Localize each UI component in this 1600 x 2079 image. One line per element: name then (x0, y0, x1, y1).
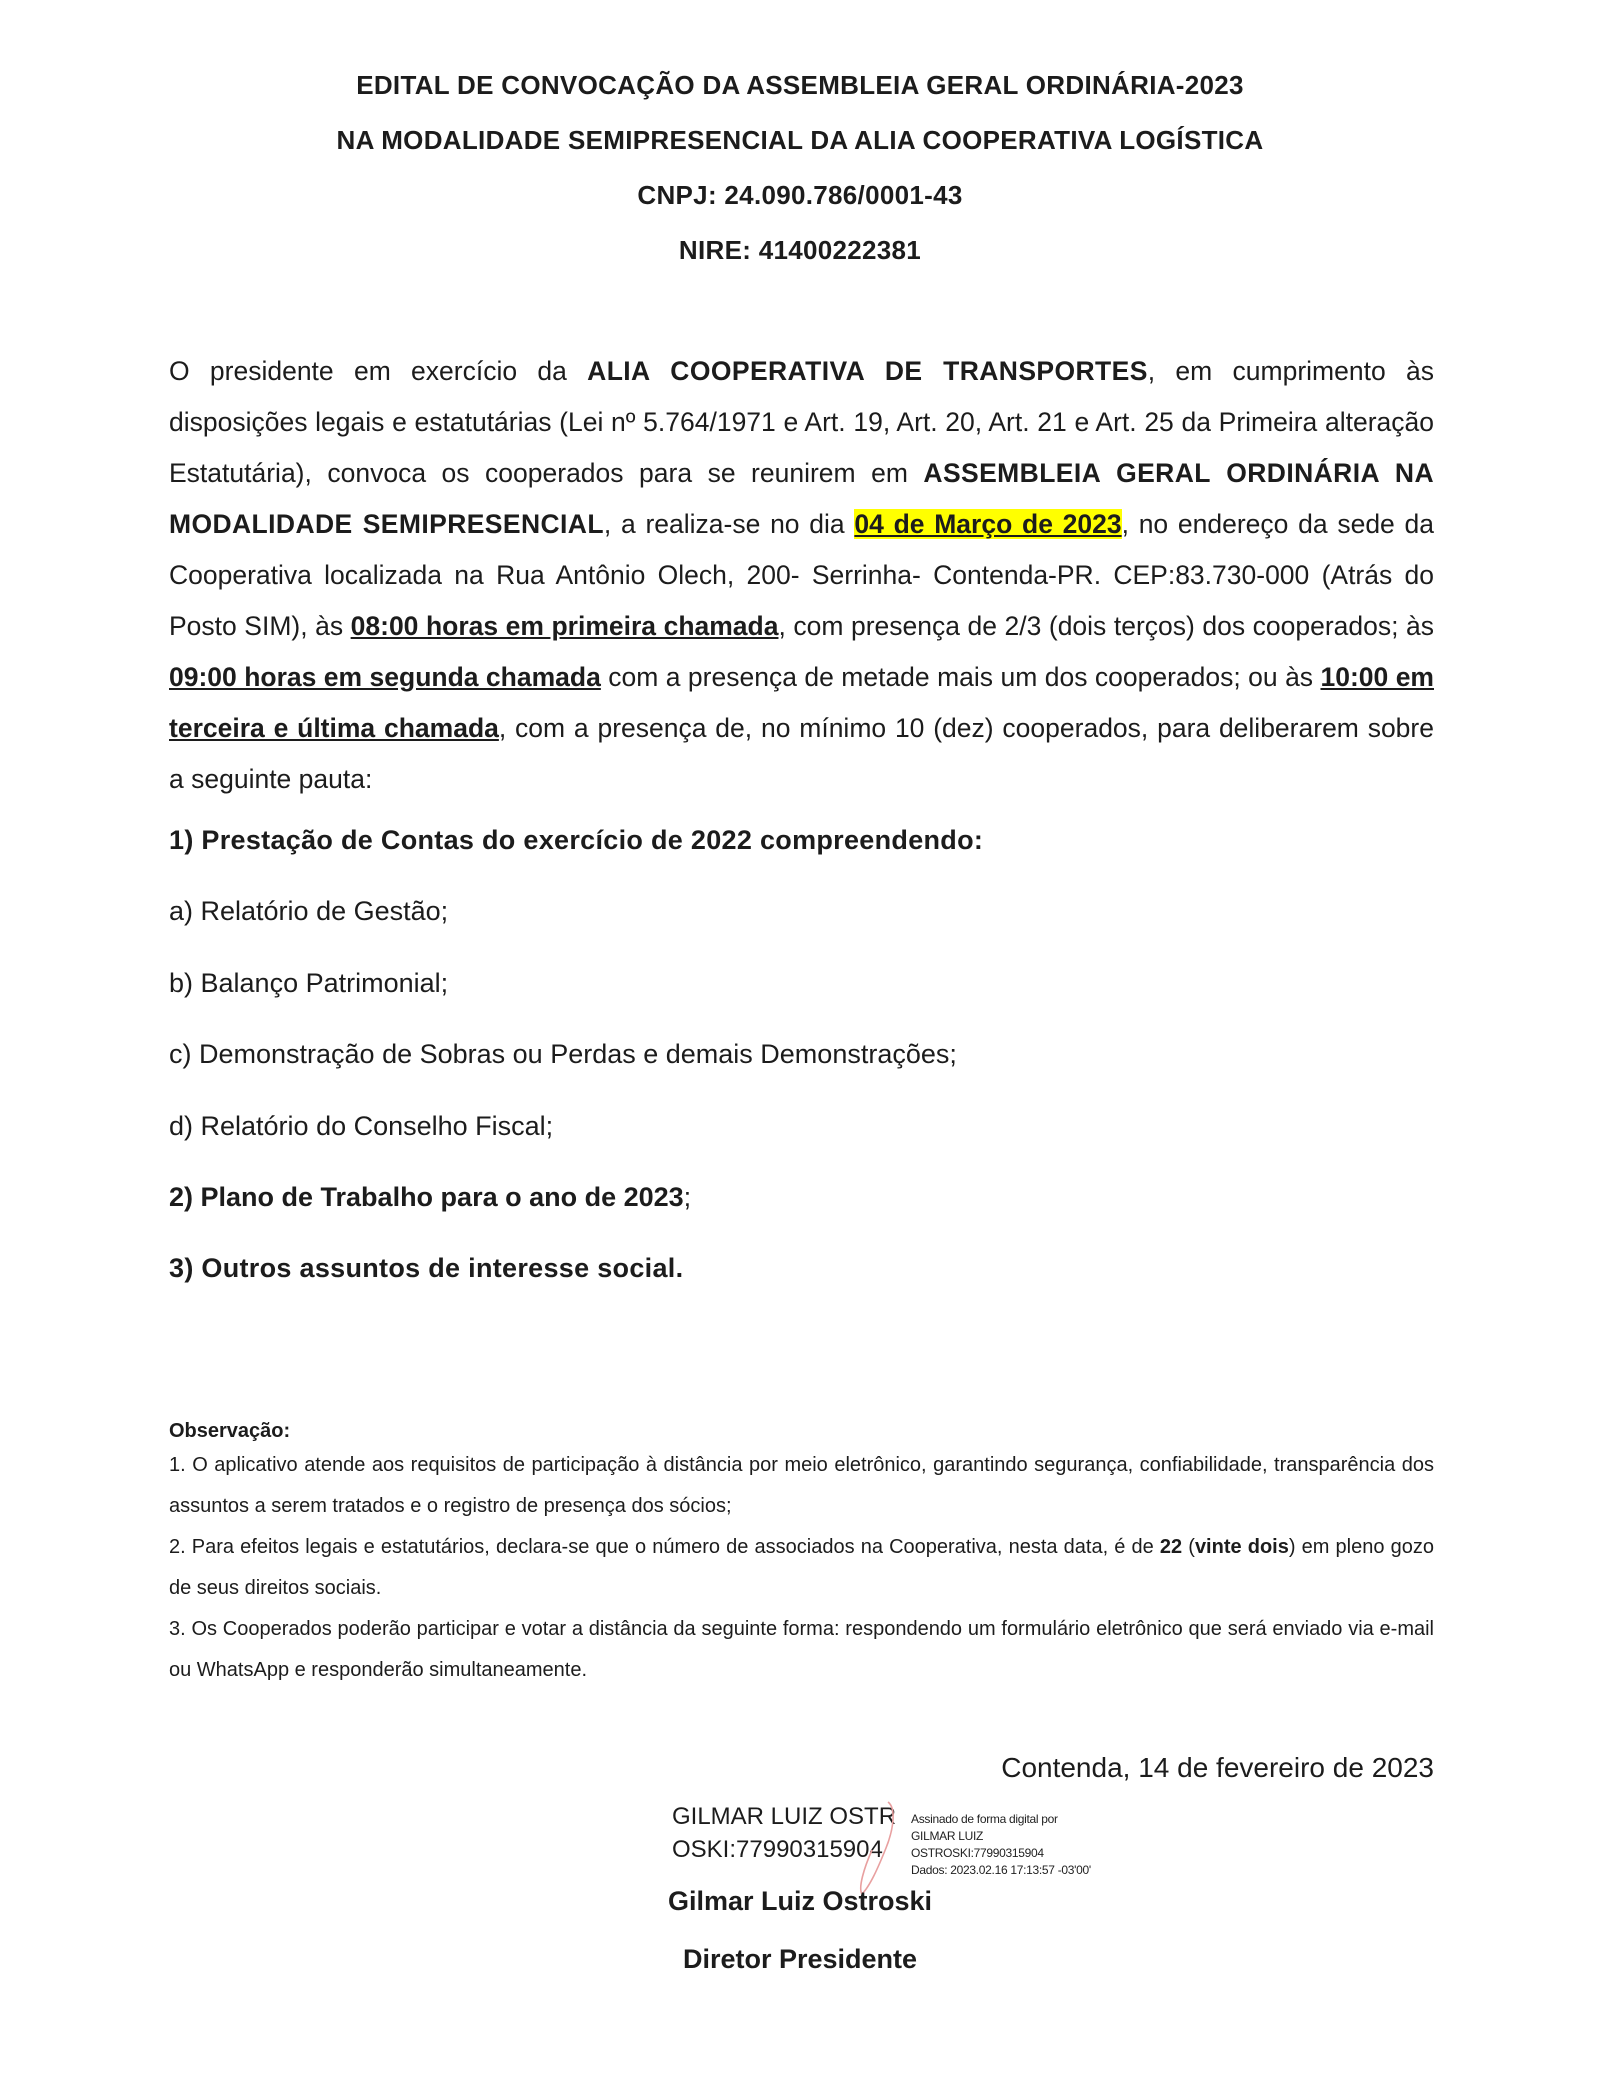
place-and-date: Contenda, 14 de fevereiro de 2023 (1001, 1752, 1434, 1783)
agenda-item-3: 3) Outros assuntos de interesse social. (169, 1253, 684, 1283)
agenda-item-2 (169, 1177, 1434, 1217)
member-count: 22 (1159, 1536, 1183, 1558)
third-call-time: 10:00 em terceira e última chamada (169, 662, 1434, 743)
title-line-1: EDITAL DE CONVOCAÇÃO DA ASSEMBLEIA GERAL ORDINÁRIA-2023 (356, 70, 1244, 100)
observation-2 (169, 1527, 1434, 1609)
text-segment: ) em pleno gozo de seus direitos sociais. (169, 1536, 1434, 1599)
signature-info-line: GILMAR LUIZ (911, 1829, 984, 1843)
cooperative-name: ALIA COOPERATIVA DE TRANSPORTES (587, 356, 1148, 386)
agenda-sub-a: a) Relatório de Gestão; (169, 896, 449, 926)
text-segment: com a presença de metade mais um dos cooperados; ou às (600, 662, 1321, 692)
agenda-sub-c: c) Demonstração de Sobras ou Perdas e demais Demonstrações; (169, 1039, 957, 1069)
signature-mark-icon (848, 1798, 908, 1898)
agenda-item-2-end: ; (683, 1182, 692, 1212)
agenda-sub-d: d) Relatório do Conselho Fiscal; (169, 1111, 554, 1141)
text-segment: , com a presença de, no mínimo 10 (dez) cooperados, para deliberarem sobre a seguinte pauta: (169, 713, 1434, 794)
observation-3: 3. Os Cooperados poderão participar e votar a distância da seguinte forma: respondendo um formulário eletrônico que será enviado via e-mail ou WhatsApp e responderão simultaneamente. (169, 1618, 1434, 1681)
agenda-item-2-text: 2) Plano de Trabalho para o ano de 2023 (169, 1182, 684, 1212)
signer-role: Diretor Presidente (682, 1944, 918, 1974)
assembly-type: ASSEMBLEIA GERAL ORDINÁRIA NA MODALIDADE SEMIPRESENCIAL (169, 458, 1434, 539)
first-call-time: 08:00 horas em primeira chamada (350, 611, 779, 641)
digital-signature-name: GILMAR LUIZ OSTROSKI:77990315904 (672, 1803, 897, 1863)
signature-info-line: OSTROSKI:77990315904 (911, 1846, 1044, 1860)
member-count-words: vinte dois (1194, 1536, 1289, 1558)
cnpj-line: CNPJ: 24.090.786/0001-43 (637, 180, 963, 210)
text-segment: O presidente em exercício da (169, 356, 588, 386)
agenda-sub-b: b) Balanço Patrimonial; (169, 968, 449, 998)
second-call-time: 09:00 horas em segunda chamada (169, 662, 601, 692)
agenda-item-1: 1) Prestação de Contas do exercício de 2022 compreendendo: (169, 825, 984, 855)
observation-title: Observação: (169, 1420, 291, 1442)
signature-info-line: Dados: 2023.02.16 17:13:57 -03'00' (911, 1863, 1091, 1877)
text-segment: ( (1182, 1536, 1195, 1558)
text-segment: , a realiza-se no dia (603, 509, 855, 539)
meeting-date-highlight: 04 de Março de 2023 (854, 509, 1122, 539)
convocation-paragraph (169, 346, 1434, 805)
text-segment: , em cumprimento às disposições legais e estatutárias (Lei nº 5.764/1971 e Art. 19, Art. 20, Art. 21 e Art. 25 da Primeira alteração Estatutária), convoca os cooperados para se reunirem em (169, 356, 1434, 488)
digital-signature-details (911, 1811, 1091, 1879)
observation-1: 1. O aplicativo atende aos requisitos de participação à distância por meio eletrônico, garantindo segurança, confiabilidade, transparência dos assuntos a serem tratados e o registro de presença dos sócios; (169, 1454, 1434, 1517)
title-line-2: NA MODALIDADE SEMIPRESENCIAL DA ALIA COOPERATIVA LOGÍSTICA (336, 125, 1264, 155)
nire-line: NIRE: 41400222381 (678, 235, 922, 265)
text-segment: , no endereço da sede da Cooperativa localizada na Rua Antônio Olech, 200- Serrinha- Contenda-PR. CEP:83.730-000 (Atrás do Posto SIM), às (169, 509, 1434, 641)
signature-info-line: Assinado de forma digital por (911, 1812, 1058, 1826)
text-segment: , com presença de 2/3 (dois terços) dos cooperados; às (778, 611, 1434, 641)
text-segment: 2. Para efeitos legais e estatutários, declara-se que o número de associados na Cooperativa, nesta data, é de (169, 1536, 1160, 1558)
document-header (0, 58, 1600, 278)
signer-name: Gilmar Luiz Ostroski (667, 1886, 933, 1916)
